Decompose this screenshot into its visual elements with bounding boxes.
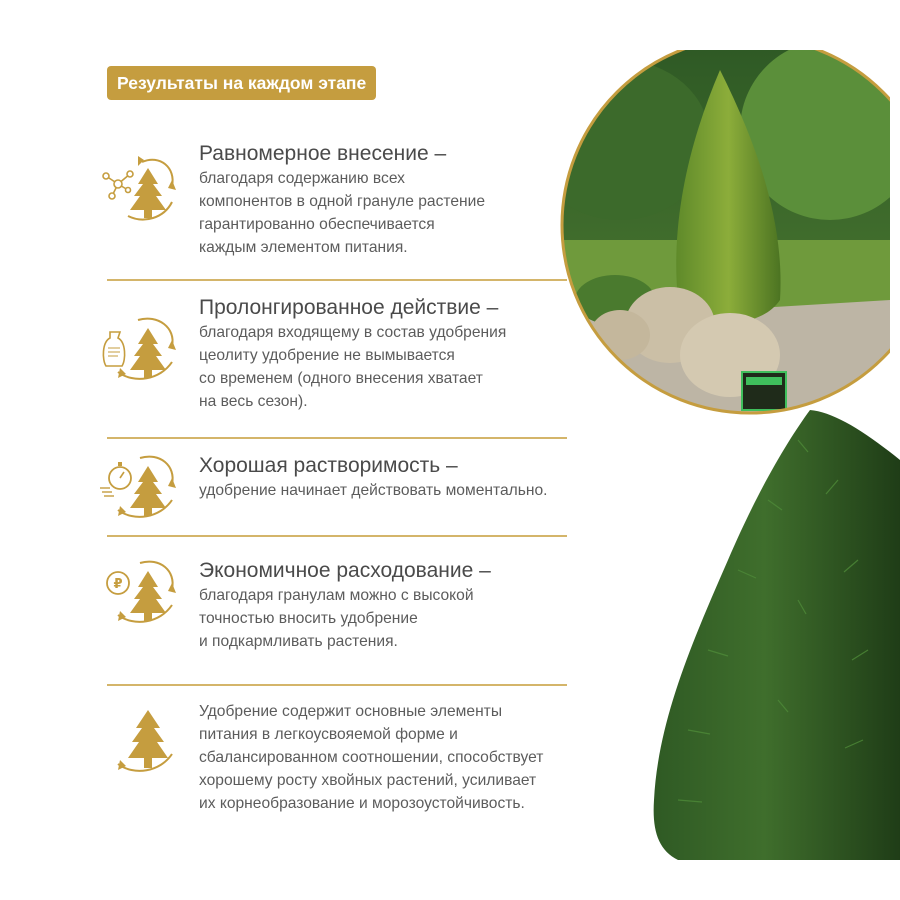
feature-solubility [199, 452, 599, 502]
feature-uniform [199, 140, 599, 259]
section-badge: Результаты на каждом этапе [107, 66, 376, 100]
feature-title: Экономичное расходование – [199, 559, 491, 582]
thuja-tree-image [648, 400, 900, 860]
divider [107, 535, 567, 537]
svg-text:₽: ₽ [113, 577, 123, 592]
feature-prolonged [199, 294, 599, 413]
divider [107, 437, 567, 439]
feature-desc: благодаря гранулам можно с высокой точностью вносить удобрение и подкармливать растения. [199, 587, 474, 650]
divider [107, 684, 567, 686]
feature-title: Пролонгированное действие – [199, 296, 499, 319]
bag-tree-icon [98, 310, 180, 384]
feature-desc: благодаря содержанию всех компонентов в одной грануле растение гарантированно обеспечивается каждым элементом питания. [199, 170, 486, 256]
divider [107, 279, 567, 281]
summary-text: Удобрение содержит основные элементы питания в легкоусвояемой форме и сбалансированном соотношении, способствует хорошему росту хвойных растений, усиливает их корнеобразование и морозоустойчивость. [199, 703, 544, 812]
stopwatch-tree-icon [98, 448, 180, 522]
garden-photo [560, 50, 890, 415]
feature-desc: благодаря входящему в состав удобрения цеолиту удобрение не вымывается со временем (одного внесения хватает на весь сезон). [199, 324, 507, 410]
feature-title: Хорошая растворимость – [199, 454, 458, 477]
molecule-tree-icon [98, 150, 180, 224]
feature-economical [199, 557, 599, 653]
ruble-tree-icon [98, 553, 180, 627]
tree-icon [98, 702, 180, 776]
feature-title: Равномерное внесение – [199, 142, 447, 165]
feature-desc: удобрение начинает действовать моментально. [199, 482, 548, 499]
